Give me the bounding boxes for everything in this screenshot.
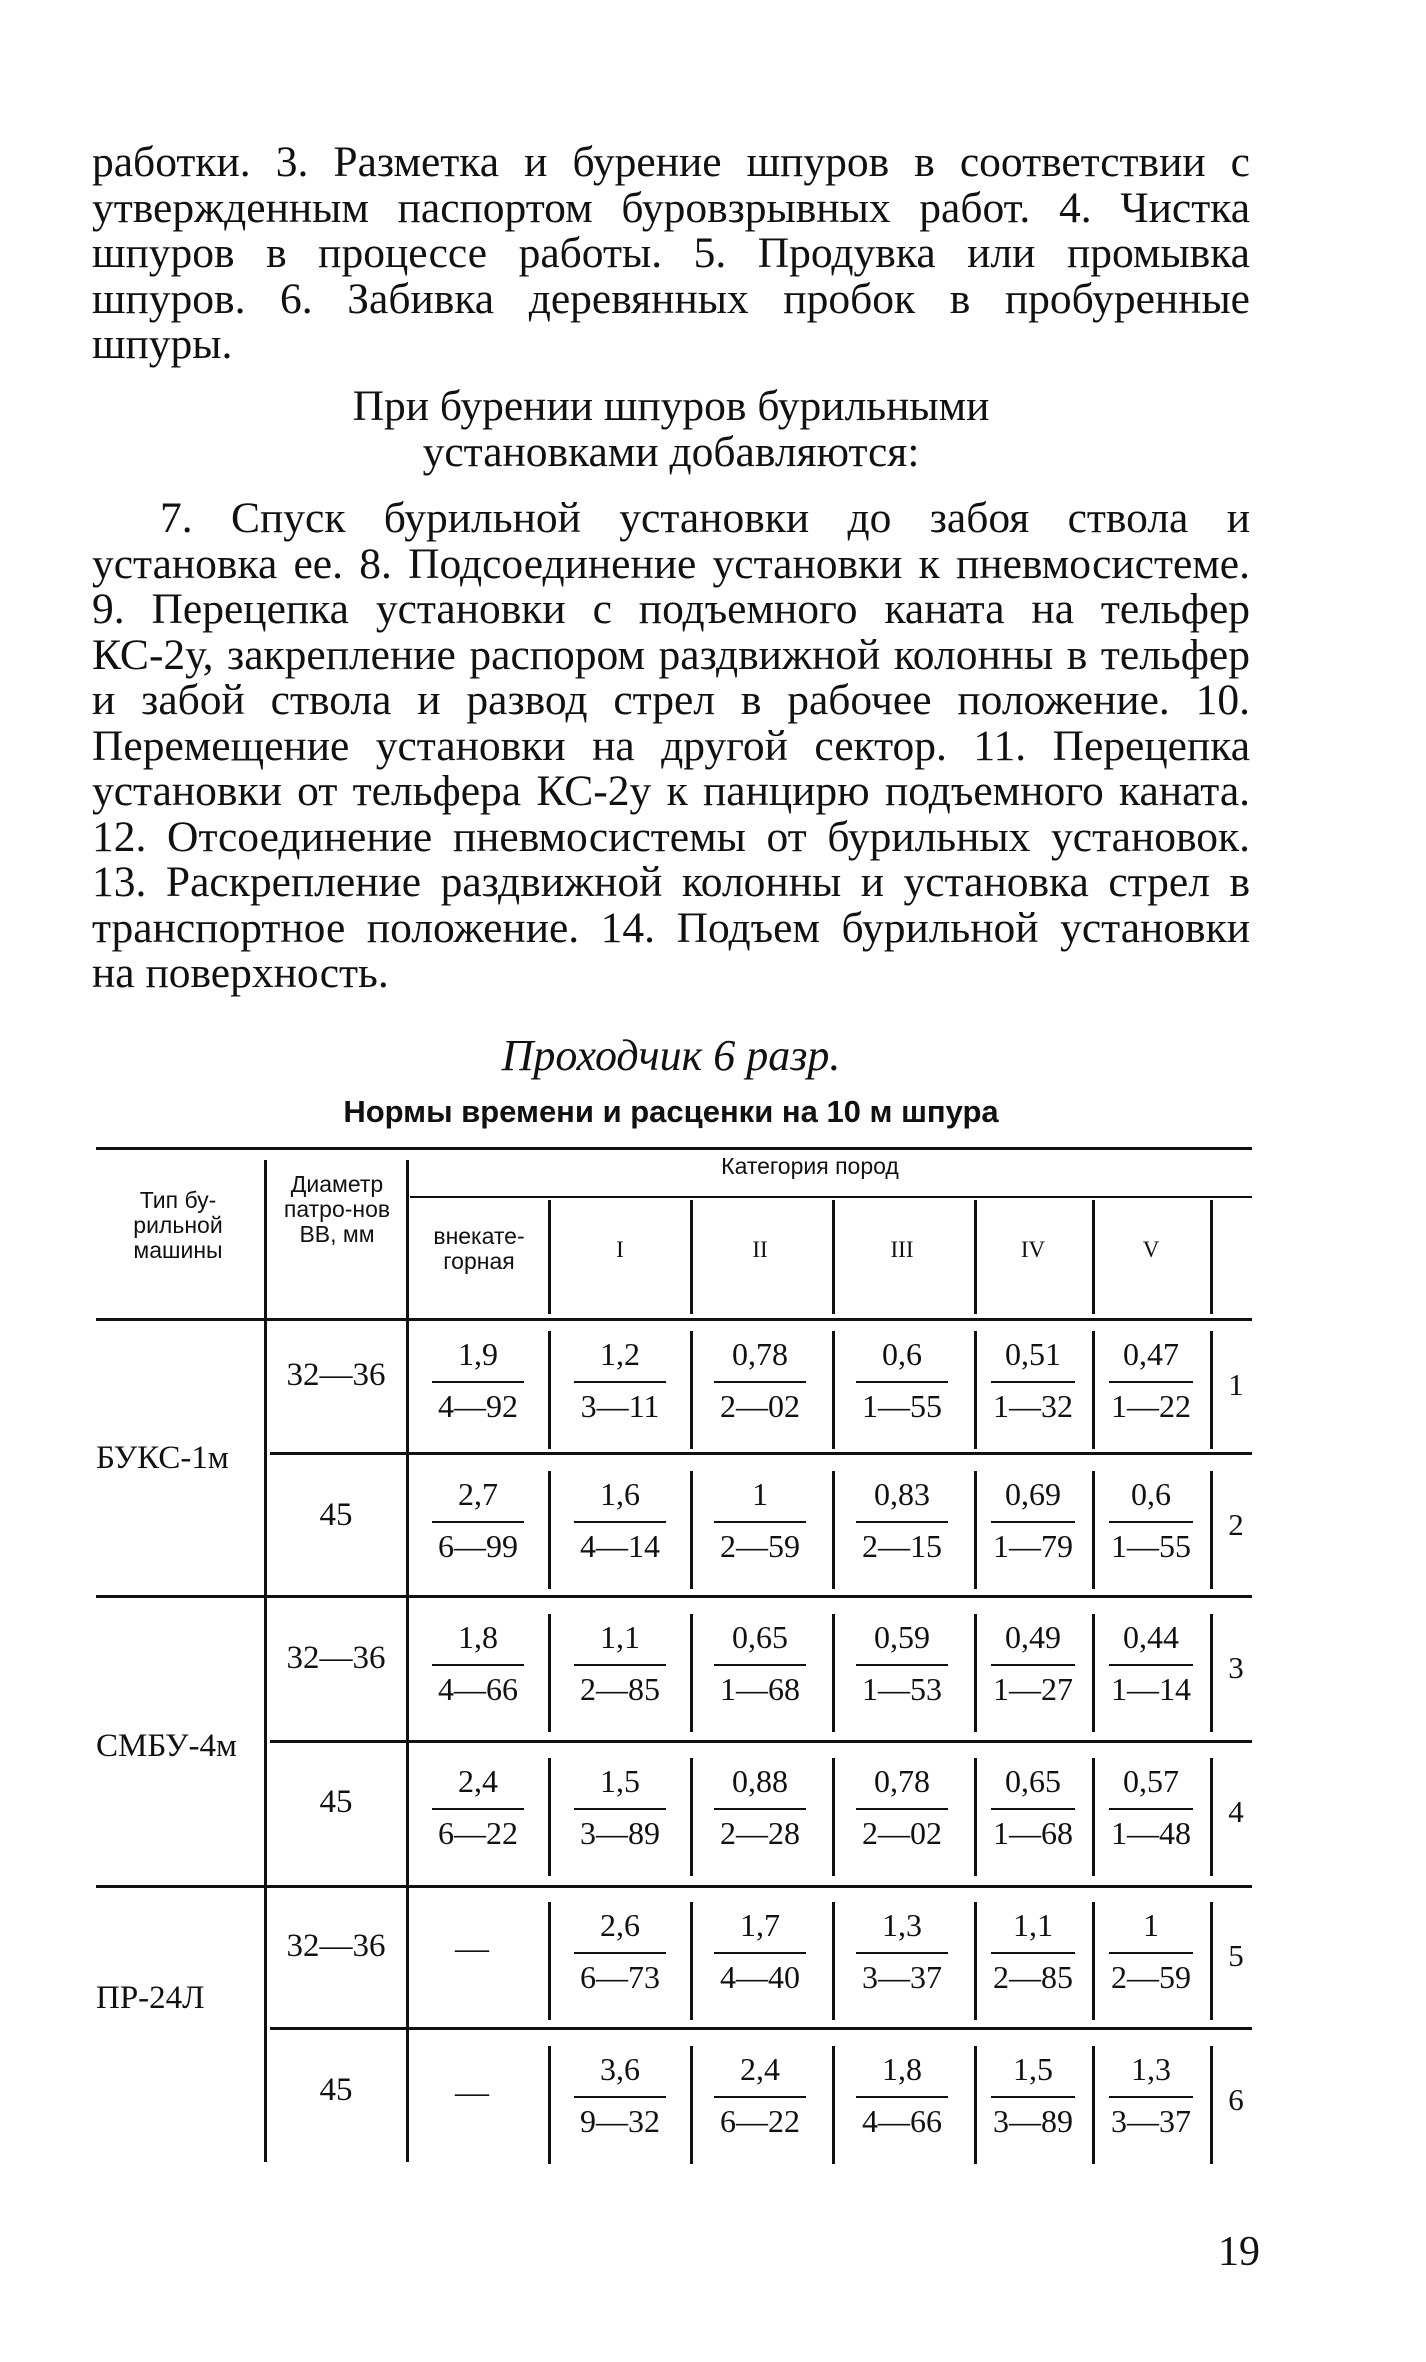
- time-norm: 1,7: [740, 1907, 780, 1943]
- rate-cell: [552, 2052, 688, 2138]
- page-number: 19: [1218, 2229, 1260, 2275]
- time-norm: 0,59: [874, 1619, 930, 1655]
- rate-value: 3—89: [993, 2103, 1073, 2139]
- table-rule: [96, 1595, 1252, 1598]
- fraction-bar: [432, 1521, 524, 1523]
- rate-cell: [1094, 1477, 1208, 1563]
- rate-cell: [1094, 1337, 1208, 1423]
- fraction-bar: [714, 1381, 806, 1383]
- fraction-bar: [714, 2096, 806, 2098]
- header-category-1: I: [616, 1237, 624, 1262]
- fraction-bar: [714, 1664, 806, 1666]
- rate-value: 1—53: [862, 1671, 942, 1707]
- fraction-bar: [1109, 1381, 1193, 1383]
- rate-cell: [976, 1620, 1090, 1706]
- fraction-bar: [856, 2096, 948, 2098]
- rate-value: 2—02: [720, 1388, 800, 1424]
- row-number: 5: [1228, 1938, 1244, 1973]
- rate-cell: [834, 1908, 970, 1994]
- rate-cell: [1094, 1764, 1208, 1850]
- rate-cell: [410, 1764, 546, 1850]
- rate-cell: [834, 1620, 970, 1706]
- rate-value: 4—14: [580, 1528, 660, 1564]
- fraction-bar: [991, 1381, 1075, 1383]
- fraction-bar: [991, 1952, 1075, 1954]
- rate-cell: [692, 2052, 828, 2138]
- empty-cell-dash: —: [455, 2074, 489, 2111]
- rate-cell: [976, 1908, 1090, 1994]
- rate-cell: [552, 1620, 688, 1706]
- table-divider: [1210, 1758, 1213, 1876]
- rate-cell: [1094, 1620, 1208, 1706]
- rate-cell: [410, 1620, 546, 1706]
- diameter-value: 32—36: [286, 1357, 386, 1393]
- rate-value: 4—40: [720, 1959, 800, 1995]
- table-divider: [974, 1200, 977, 1314]
- rate-value: 3—37: [862, 1959, 942, 1995]
- header-machine-type: Тип бу-рильной машины: [133, 1187, 223, 1263]
- table-divider: [548, 1200, 551, 1314]
- machine-name: БУКС-1м: [96, 1440, 229, 1476]
- table-divider: [548, 1331, 551, 1449]
- rate-cell: [976, 1764, 1090, 1850]
- time-norm: 0,6: [882, 1336, 922, 1372]
- time-norm: 1,9: [458, 1336, 498, 1372]
- time-norm: 0,65: [1005, 1763, 1061, 1799]
- time-norm: 0,78: [732, 1336, 788, 1372]
- time-norm: 1,3: [882, 1907, 922, 1943]
- worker-grade: Проходчик 6 разр.: [501, 1031, 841, 1080]
- time-norm: 1,5: [600, 1763, 640, 1799]
- table-divider: [548, 1471, 551, 1589]
- rate-value: 2—85: [993, 1959, 1073, 1995]
- time-norm: 1,1: [600, 1619, 640, 1655]
- table-divider: [1210, 1200, 1213, 1314]
- table-rule: [96, 1885, 1252, 1888]
- time-norm: 1,2: [600, 1336, 640, 1372]
- time-norm: 2,6: [600, 1907, 640, 1943]
- fraction-bar: [856, 1952, 948, 1954]
- rate-cell: [692, 1764, 828, 1850]
- time-norm: 1,8: [458, 1619, 498, 1655]
- rate-value: 1—68: [993, 1815, 1073, 1851]
- fraction-bar: [574, 2096, 666, 2098]
- table-rule: [270, 1452, 1252, 1455]
- rate-value: 2—59: [720, 1528, 800, 1564]
- time-norm: 0,44: [1123, 1619, 1179, 1655]
- fraction-bar: [714, 1952, 806, 1954]
- rate-cell: [1094, 2052, 1208, 2138]
- fraction-bar: [574, 1664, 666, 1666]
- row-number: 1: [1228, 1367, 1244, 1402]
- rate-value: 2—28: [720, 1815, 800, 1851]
- time-norm: 0,83: [874, 1476, 930, 1512]
- row-number: 3: [1228, 1650, 1244, 1685]
- rate-cell: [552, 1908, 688, 1994]
- time-norm: 2,7: [458, 1476, 498, 1512]
- rate-cell: [834, 1764, 970, 1850]
- fraction-bar: [574, 1952, 666, 1954]
- rate-value: 1—79: [993, 1528, 1073, 1564]
- rate-value: 1—14: [1111, 1671, 1191, 1707]
- fraction-bar: [574, 1808, 666, 1810]
- fraction-bar: [1109, 1808, 1193, 1810]
- time-norm: 0,88: [732, 1763, 788, 1799]
- fraction-bar: [574, 1521, 666, 1523]
- rate-value: 6—99: [438, 1528, 518, 1564]
- fraction-bar: [432, 1808, 524, 1810]
- rate-cell: [834, 2052, 970, 2138]
- fraction-bar: [1109, 2096, 1193, 2098]
- time-norm: 1,1: [1013, 1907, 1053, 1943]
- table-divider: [1210, 1471, 1213, 1589]
- table-divider: [1210, 1331, 1213, 1449]
- rate-cell: [834, 1337, 970, 1423]
- rate-cell: [552, 1337, 688, 1423]
- rate-value: 6—73: [580, 1959, 660, 1995]
- fraction-bar: [714, 1521, 806, 1523]
- time-norm: 0,47: [1123, 1336, 1179, 1372]
- diameter-value: 45: [319, 1784, 353, 1820]
- table-divider: [832, 1200, 835, 1314]
- table-rule: [270, 2027, 1252, 2030]
- diameter-value: 45: [319, 2072, 353, 2108]
- rate-cell: [410, 1477, 546, 1563]
- rate-value: 1—55: [862, 1388, 942, 1424]
- table-divider: [1210, 1902, 1213, 2020]
- time-norm: 0,49: [1005, 1619, 1061, 1655]
- rate-cell: [692, 1477, 828, 1563]
- table-rule: [96, 1147, 1252, 1150]
- rate-value: 4—92: [438, 1388, 518, 1424]
- fraction-bar: [856, 1381, 948, 1383]
- table-divider: [1092, 1200, 1095, 1314]
- time-norm: 1: [752, 1476, 768, 1512]
- time-norm: 1: [1143, 1907, 1159, 1943]
- time-norm: 1,5: [1013, 2051, 1053, 2087]
- table-title: Нормы времени и расценки на 10 м шпура: [343, 1094, 999, 1129]
- rate-cell: [976, 1477, 1090, 1563]
- table-divider: [548, 1614, 551, 1732]
- rate-value: 1—32: [993, 1388, 1073, 1424]
- header-category-group: Категория пород: [721, 1153, 899, 1179]
- time-norm: 1,6: [600, 1476, 640, 1512]
- table-rule: [410, 1196, 1252, 1198]
- time-norm: 0,69: [1005, 1476, 1061, 1512]
- fraction-bar: [991, 1521, 1075, 1523]
- rate-cell: [552, 1477, 688, 1563]
- fraction-bar: [1109, 1521, 1193, 1523]
- row-number: 6: [1228, 2082, 1244, 2117]
- paragraph-steps: 7. Спуск бурильной установки до забоя ствола и установка ее. 8. Подсоединение установки к пневмосистеме. 9. Перецепка установки с подъемного каната на тельфер КС-2у, закрепление распором раздвижной колонны в тельфер и забой ствола и развод стрел в рабочее положение. 10. Перемещение установки на другой сектор. 11. Перецепка установки от тельфера КС-2у к панцирю подъемного каната. 12. Отсоединение пневмосистемы от бурильных установок. 13. Раскрепление раздвижной колонны и установка стрел в транспортное положение. 14. Подъем бурильной установки на поверхность.: [92, 494, 1250, 997]
- time-norm: 2,4: [740, 2051, 780, 2087]
- table-divider: [690, 1200, 693, 1314]
- time-norm: 2,4: [458, 1763, 498, 1799]
- rate-value: 1—55: [1111, 1528, 1191, 1564]
- rate-value: 9—32: [580, 2103, 660, 2139]
- fraction-bar: [574, 1381, 666, 1383]
- rate-value: 6—22: [438, 1815, 518, 1851]
- fraction-bar: [432, 1664, 524, 1666]
- time-norm: 0,51: [1005, 1336, 1061, 1372]
- fraction-bar: [1109, 1664, 1193, 1666]
- rate-value: 4—66: [438, 1671, 518, 1707]
- time-norm: 0,57: [1123, 1763, 1179, 1799]
- fraction-bar: [991, 1808, 1075, 1810]
- fraction-bar: [991, 2096, 1075, 2098]
- header-diameter: Диаметр патро-нов ВВ, мм: [283, 1171, 391, 1247]
- rate-cell: [976, 1337, 1090, 1423]
- rate-cell: [976, 2052, 1090, 2138]
- time-norm: 1,8: [882, 2051, 922, 2087]
- rate-value: 2—59: [1111, 1959, 1191, 1995]
- table-divider: [548, 1902, 551, 2020]
- time-norm: 0,65: [732, 1619, 788, 1655]
- table-divider: [1210, 1614, 1213, 1732]
- fraction-bar: [856, 1808, 948, 1810]
- rate-cell: [692, 1337, 828, 1423]
- rate-cell: [1094, 1908, 1208, 1994]
- rate-value: 3—11: [580, 1388, 660, 1424]
- rate-cell: [410, 1337, 546, 1423]
- header-category-5: V: [1142, 1237, 1160, 1262]
- rate-value: 1—48: [1111, 1815, 1191, 1851]
- fraction-bar: [991, 1664, 1075, 1666]
- rate-value: 2—15: [862, 1528, 942, 1564]
- table-divider: [548, 1758, 551, 1876]
- header-category-4: IV: [1020, 1237, 1046, 1262]
- diameter-value: 45: [319, 1497, 353, 1533]
- machine-name: СМБУ-4м: [96, 1728, 237, 1764]
- rate-value: 4—66: [862, 2103, 942, 2139]
- paragraph-continuation: работки. 3. Разметка и бурение шпуров в соответствии с утвержденным паспортом буровзрывных работ. 4. Чистка шпуров в процессе работы. 5. Продувка или промывка шпуров. 6. Забивка деревянных пробок в пробуренные шпуры.: [92, 138, 1250, 368]
- row-number: 2: [1228, 1507, 1244, 1542]
- time-norm: 0,6: [1131, 1476, 1171, 1512]
- rate-value: 1—22: [1111, 1388, 1191, 1424]
- rate-cell: [552, 1764, 688, 1850]
- empty-cell-dash: —: [455, 1930, 489, 1967]
- rate-value: 1—68: [720, 1671, 800, 1707]
- fraction-bar: [714, 1808, 806, 1810]
- diameter-value: 32—36: [286, 1928, 386, 1964]
- rate-value: 1—27: [993, 1671, 1073, 1707]
- time-norm: 3,6: [600, 2051, 640, 2087]
- table-divider: [406, 1160, 409, 2162]
- time-norm: 1,3: [1131, 2051, 1171, 2087]
- rate-cell: [834, 1477, 970, 1563]
- table-divider: [548, 2046, 551, 2164]
- fraction-bar: [856, 1664, 948, 1666]
- rate-value: 2—02: [862, 1815, 942, 1851]
- header-category-2: II: [752, 1237, 768, 1262]
- fraction-bar: [856, 1521, 948, 1523]
- rate-value: 6—22: [720, 2103, 800, 2139]
- table-divider: [1210, 2046, 1213, 2164]
- table-rule: [96, 1318, 1252, 1321]
- diameter-value: 32—36: [286, 1640, 386, 1676]
- header-category-0: внекате-горная: [433, 1223, 525, 1274]
- section-subheading: При бурении шпуров бурильными установками добавляются:: [352, 382, 990, 476]
- header-category-3: III: [890, 1237, 914, 1262]
- rate-cell: [692, 1620, 828, 1706]
- table-rule: [270, 1740, 1252, 1743]
- rate-value: 3—37: [1111, 2103, 1191, 2139]
- row-number: 4: [1228, 1794, 1244, 1829]
- fraction-bar: [432, 1381, 524, 1383]
- rate-value: 2—85: [580, 1671, 660, 1707]
- machine-name: ПР-24Л: [96, 1980, 205, 2016]
- fraction-bar: [1109, 1952, 1193, 1954]
- rate-cell: [692, 1908, 828, 1994]
- rate-value: 3—89: [580, 1815, 660, 1851]
- time-norm: 0,78: [874, 1763, 930, 1799]
